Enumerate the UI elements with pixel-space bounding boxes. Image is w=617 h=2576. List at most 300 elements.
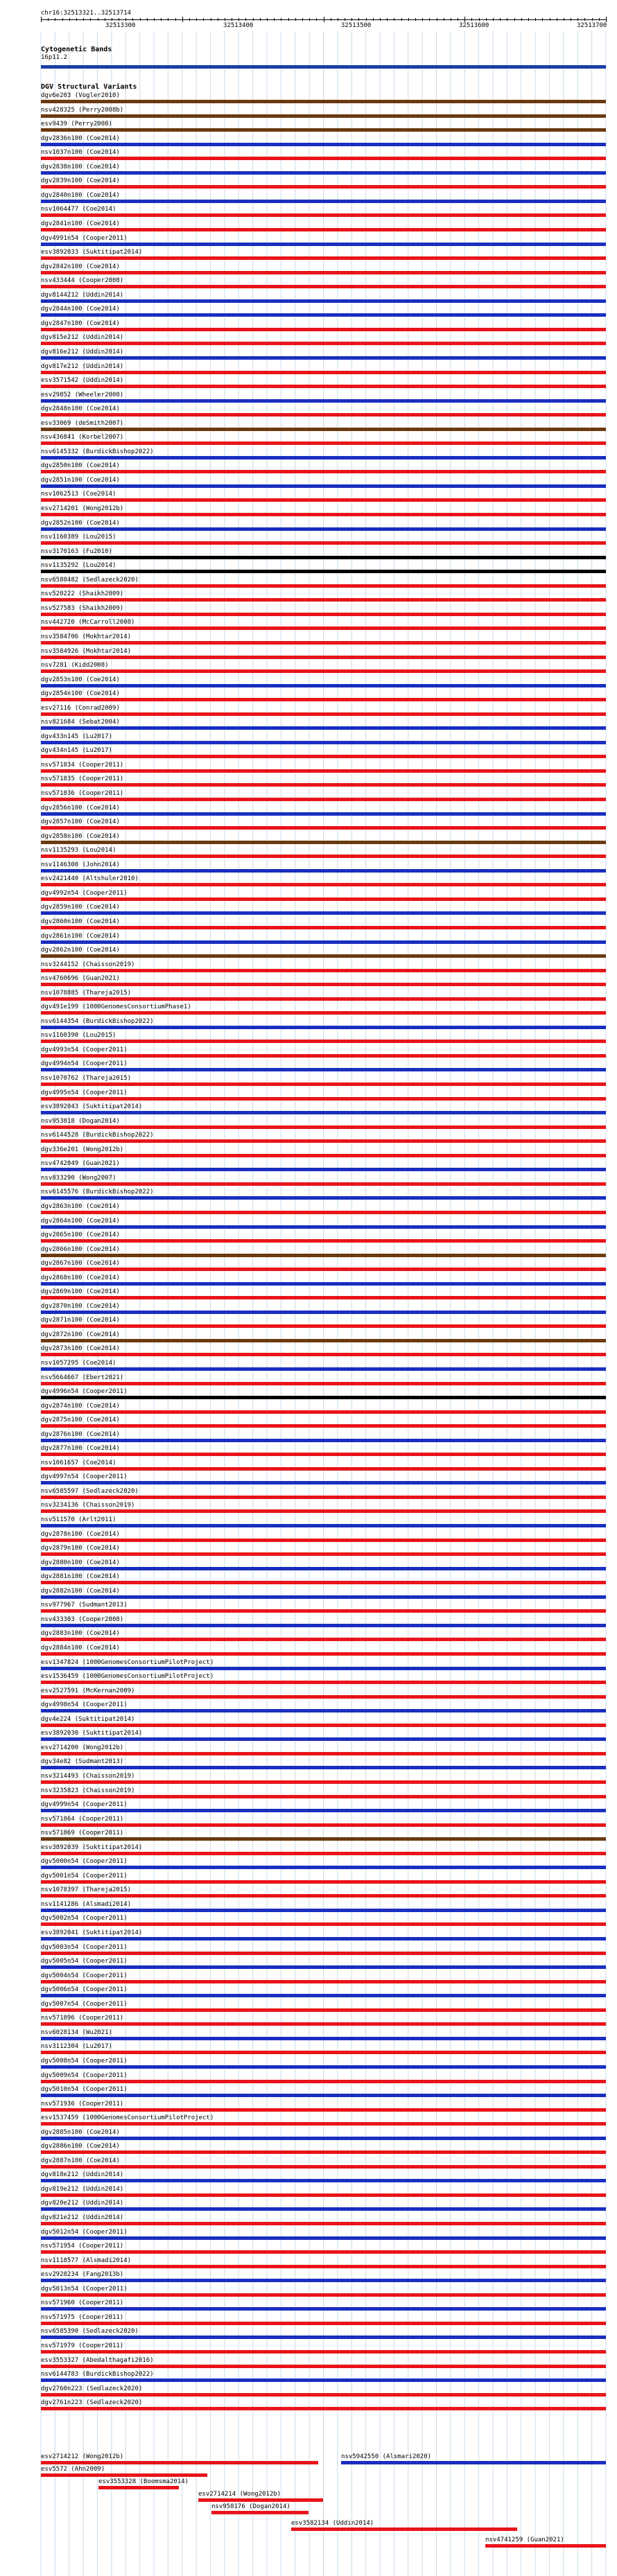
variant-label[interactable]: nsv6585597 (Sedlazeck2020)	[41, 1487, 139, 1495]
variant-label[interactable]: dgv2854n100 (Coe2014)	[41, 690, 120, 698]
variant-bar[interactable]	[41, 997, 606, 1001]
variant-bar[interactable]	[41, 570, 606, 573]
variant-bar[interactable]	[41, 2307, 606, 2311]
variant-label[interactable]: nsv1070762 (Thareja2015)	[41, 1075, 132, 1082]
variant-bar[interactable]	[41, 1567, 606, 1570]
variant-label[interactable]: dgv4995n54 (Cooper2011)	[41, 1089, 128, 1096]
variant-label[interactable]: nsv6585390 (Sedlazeck2020)	[41, 2328, 139, 2336]
variant-bar[interactable]	[41, 1837, 606, 1841]
variant-label[interactable]: dgv2844n100 (Coe2014)	[41, 306, 120, 313]
variant-label[interactable]: dgv2868n100 (Coe2014)	[41, 1274, 120, 1281]
variant-label[interactable]: nsv571864 (Cooper2011)	[41, 1815, 124, 1823]
variant-bar[interactable]	[41, 1083, 606, 1086]
variant-bar[interactable]	[41, 228, 606, 231]
variant-bar[interactable]	[41, 1239, 606, 1243]
variant-label[interactable]: dgv2862n100 (Coe2014)	[41, 947, 120, 954]
variant-bar[interactable]	[41, 513, 606, 516]
variant-bar[interactable]	[41, 2165, 606, 2168]
variant-bar[interactable]	[41, 1467, 606, 1471]
variant-bar[interactable]	[41, 741, 606, 744]
variant-bar[interactable]	[41, 940, 606, 944]
variant-bar[interactable]	[41, 1054, 606, 1058]
variant-bar[interactable]	[41, 1410, 606, 1414]
variant-label[interactable]: dgv2874n100 (Coe2014)	[41, 1402, 120, 1410]
variant-label[interactable]: dgv2841n100 (Coe2014)	[41, 220, 120, 227]
variant-label[interactable]: dgv2860n100 (Coe2014)	[41, 918, 120, 925]
variant-label[interactable]: esv9439 (Perry2008)	[41, 121, 112, 128]
variant-bar[interactable]	[41, 1339, 606, 1342]
variant-bar[interactable]	[41, 584, 606, 588]
variant-label[interactable]: dgv433n145 (Lu2017)	[41, 733, 112, 740]
variant-bar[interactable]	[41, 1780, 606, 1784]
variant-bar[interactable]	[41, 1737, 606, 1741]
variant-bar[interactable]	[41, 1880, 606, 1884]
variant-label[interactable]: nsv442720 (McCarroll2008)	[41, 619, 135, 627]
variant-label[interactable]: dgv2856n100 (Coe2014)	[41, 804, 120, 812]
variant-bar[interactable]	[41, 1481, 606, 1484]
variant-label[interactable]: nsv1078885 (Thareja2015)	[41, 989, 132, 997]
variant-label[interactable]: nsv1160389 (Lou2015)	[41, 534, 116, 541]
variant-bar[interactable]	[41, 299, 606, 303]
variant-label[interactable]: esv2421440 (Altshuler2010)	[41, 875, 139, 883]
variant-bar[interactable]	[41, 1353, 606, 1356]
variant-bar[interactable]	[41, 855, 606, 858]
variant-label[interactable]: nsv3584926 (Mokhtar2014)	[41, 647, 132, 655]
variant-bar[interactable]	[41, 2378, 606, 2382]
variant-bar[interactable]	[41, 2279, 606, 2282]
variant-label[interactable]: nsv6145332 (BurdickBishop2022)	[41, 448, 154, 455]
variant-label[interactable]: nsv953818 (Dogan2014)	[41, 1117, 120, 1125]
variant-bar[interactable]	[485, 2544, 606, 2548]
variant-bar[interactable]	[41, 869, 606, 873]
variant-label[interactable]: dgv2879n100 (Coe2014)	[41, 1545, 120, 1552]
variant-bar[interactable]	[41, 1509, 606, 1513]
variant-bar[interactable]	[41, 1652, 606, 1656]
variant-label[interactable]: nsv3235823 (Chaisson2019)	[41, 1787, 135, 1794]
variant-label[interactable]: nsv433444 (Cooper2008)	[41, 277, 124, 285]
variant-bar[interactable]	[41, 1624, 606, 1627]
variant-bar[interactable]	[41, 441, 606, 445]
variant-bar[interactable]	[41, 1496, 606, 1499]
variant-label[interactable]: dgv2871n100 (Coe2014)	[41, 1317, 120, 1324]
variant-label[interactable]: esv3571542 (Uddin2014)	[41, 377, 124, 384]
variant-bar[interactable]	[41, 613, 606, 616]
variant-bar[interactable]	[41, 812, 606, 816]
variant-label[interactable]: dgv4998n54 (Cooper2011)	[41, 1701, 128, 1709]
variant-label[interactable]: nsv5664667 (Ebert2021)	[41, 1374, 124, 1381]
variant-bar[interactable]	[41, 2393, 606, 2397]
variant-label[interactable]: nsv833290 (Wong2007)	[41, 1174, 116, 1182]
variant-label[interactable]: nsv571979 (Cooper2011)	[41, 2342, 124, 2349]
variant-label[interactable]: dgv2865n100 (Coe2014)	[41, 1232, 120, 1238]
variant-label[interactable]: dgv5005n54 (Cooper2011)	[41, 1958, 128, 1965]
variant-bar[interactable]	[41, 328, 606, 331]
variant-bar[interactable]	[41, 2094, 606, 2097]
variant-label[interactable]: nsv958176 (Dogan2014)	[211, 2503, 290, 2510]
variant-bar[interactable]	[41, 2022, 606, 2026]
variant-label[interactable]: nsv977967 (Sudmant2013)	[41, 1602, 128, 1609]
variant-label[interactable]: esv3892043 (Suktitipat2014)	[41, 1103, 143, 1110]
variant-label[interactable]: dgv4994n54 (Cooper2011)	[41, 1060, 128, 1068]
variant-bar[interactable]	[41, 954, 606, 958]
variant-label[interactable]: dgv815e212 (Uddin2014)	[41, 334, 124, 342]
variant-bar[interactable]	[41, 243, 606, 246]
variant-bar[interactable]	[41, 712, 606, 716]
variant-label[interactable]: dgv5010n54 (Cooper2011)	[41, 2086, 128, 2093]
variant-bar[interactable]	[41, 1196, 606, 1200]
variant-label[interactable]: dgv2836n100 (Coe2014)	[41, 134, 120, 142]
variant-label[interactable]: dgv2878n100 (Coe2014)	[41, 1530, 120, 1538]
variant-label[interactable]: dgv4991n54 (Cooper2011)	[41, 234, 128, 242]
variant-bar[interactable]	[41, 484, 606, 488]
variant-bar[interactable]	[41, 1766, 606, 1769]
variant-label[interactable]: dgv2872n100 (Coe2014)	[41, 1331, 120, 1338]
variant-label[interactable]: nsv6144783 (BurdickBishop2022)	[41, 2371, 154, 2378]
variant-bar[interactable]	[41, 1139, 606, 1143]
variant-bar[interactable]	[41, 598, 606, 602]
variant-bar[interactable]	[41, 114, 606, 118]
variant-label[interactable]: nsv1135292 (Lou2014)	[41, 562, 116, 570]
variant-label[interactable]: dgv2875n100 (Coe2014)	[41, 1417, 120, 1424]
variant-bar[interactable]	[41, 2250, 606, 2254]
variant-label[interactable]: dgv4993n54 (Cooper2011)	[41, 1046, 128, 1053]
variant-label[interactable]: nsv571975 (Cooper2011)	[41, 2313, 124, 2321]
variant-label[interactable]: dgv2873n100 (Coe2014)	[41, 1345, 120, 1353]
variant-label[interactable]: dgv5007n54 (Cooper2011)	[41, 2000, 128, 2008]
variant-label[interactable]: nsv3234136 (Chaisson2019)	[41, 1502, 135, 1509]
variant-label[interactable]: nsv1057295 (Coe2014)	[41, 1360, 116, 1367]
variant-bar[interactable]	[41, 1823, 606, 1827]
variant-bar[interactable]	[41, 1595, 606, 1599]
variant-bar[interactable]	[41, 271, 606, 274]
variant-label[interactable]: esv29852 (Wheeler2008)	[41, 391, 124, 398]
variant-label[interactable]: nsv1141286 (Alsmadi2014)	[41, 1900, 132, 1908]
variant-label[interactable]: nsv571960 (Cooper2011)	[41, 2299, 124, 2307]
variant-label[interactable]: esv1537459 (1000GenomesConsortiumPilotProject)	[41, 2114, 214, 2122]
variant-bar[interactable]	[41, 1097, 606, 1101]
variant-label[interactable]: dgv2877n100 (Coe2014)	[41, 1445, 120, 1453]
variant-bar[interactable]	[41, 1852, 606, 1855]
variant-bar[interactable]	[41, 541, 606, 545]
variant-bar[interactable]	[41, 428, 606, 431]
variant-label[interactable]: dgv5008n54 (Cooper2011)	[41, 2057, 128, 2065]
variant-bar[interactable]	[41, 470, 606, 473]
variant-label[interactable]: dgv2858n100 (Coe2014)	[41, 832, 120, 840]
variant-bar[interactable]	[41, 1980, 606, 1983]
variant-bar[interactable]	[41, 1439, 606, 1442]
variant-bar[interactable]	[41, 1211, 606, 1214]
variant-label[interactable]: esv33069 (deSmith2007)	[41, 419, 124, 427]
variant-bar[interactable]	[41, 2108, 606, 2112]
variant-label[interactable]: dgv2867n100 (Coe2014)	[41, 1260, 120, 1268]
variant-bar[interactable]	[41, 2322, 606, 2325]
variant-bar[interactable]	[41, 171, 606, 175]
variant-label[interactable]: dgv5001n54 (Cooper2011)	[41, 1872, 128, 1880]
variant-bar[interactable]	[41, 1681, 606, 1684]
variant-label[interactable]: dgv4996n54 (Cooper2011)	[41, 1388, 128, 1395]
variant-label[interactable]: dgv4999n54 (Cooper2011)	[41, 1801, 128, 1808]
variant-bar[interactable]	[41, 1524, 606, 1527]
variant-bar[interactable]	[41, 200, 606, 203]
variant-bar[interactable]	[41, 1182, 606, 1186]
variant-bar[interactable]	[41, 926, 606, 929]
variant-label[interactable]: esv1347824 (1000GenomesConsortiumPilotProject)	[41, 1658, 214, 1666]
variant-label[interactable]: dgv2870n100 (Coe2014)	[41, 1302, 120, 1310]
variant-label[interactable]: dgv4e224 (Suktitipat2014)	[41, 1715, 135, 1723]
variant-bar[interactable]	[41, 2150, 606, 2154]
variant-bar[interactable]	[41, 897, 606, 901]
variant-bar[interactable]	[41, 413, 606, 417]
variant-bar[interactable]	[41, 1667, 606, 1670]
variant-label[interactable]: dgv821e212 (Uddin2014)	[41, 2214, 124, 2221]
variant-label[interactable]: dgv2885n100 (Coe2014)	[41, 2128, 120, 2136]
variant-label[interactable]: dgv434n145 (Lu2017)	[41, 747, 112, 755]
variant-label[interactable]: nsv571936 (Cooper2011)	[41, 2100, 124, 2108]
variant-label[interactable]: nsv571834 (Cooper2011)	[41, 761, 124, 769]
variant-bar[interactable]	[41, 2080, 606, 2083]
variant-label[interactable]: nsv3170163 (Fu2010)	[41, 547, 112, 555]
variant-bar[interactable]	[41, 684, 606, 687]
variant-label[interactable]: esv2714214 (Wong2012b)	[198, 2491, 281, 2498]
variant-label[interactable]: nsv6028134 (Wu2021)	[41, 2029, 112, 2036]
variant-bar[interactable]	[41, 1424, 606, 1428]
variant-label[interactable]: dgv5013n54 (Cooper2011)	[41, 2285, 128, 2293]
variant-label[interactable]: nsv1037n100 (Coe2014)	[41, 149, 120, 157]
variant-label[interactable]: dgv2884n100 (Coe2014)	[41, 1645, 120, 1651]
variant-bar[interactable]	[41, 2037, 606, 2040]
variant-label[interactable]: nsv436841 (Korbel2007)	[41, 434, 124, 441]
variant-bar[interactable]	[41, 698, 606, 701]
variant-label[interactable]: dgv816e212 (Uddin2014)	[41, 348, 124, 356]
variant-label[interactable]: esv3892030 (Suktitipat2014)	[41, 1730, 143, 1737]
variant-bar[interactable]	[41, 755, 606, 758]
variant-label[interactable]: dgv2761n223 (Sedlazeck2020)	[41, 2399, 143, 2407]
cytoband-label[interactable]: 16p11.2	[41, 54, 67, 61]
variant-label[interactable]: dgv2838n100 (Coe2014)	[41, 163, 120, 170]
variant-label[interactable]: nsv1160390 (Lou2015)	[41, 1032, 116, 1040]
variant-bar[interactable]	[41, 2051, 606, 2054]
variant-label[interactable]: nsv6144528 (BurdickBishop2022)	[41, 1132, 154, 1139]
variant-label[interactable]: dgv8144212 (Uddin2014)	[41, 291, 124, 299]
variant-bar[interactable]	[41, 1581, 606, 1584]
variant-label[interactable]: dgv2876n100 (Coe2014)	[41, 1430, 120, 1438]
variant-label[interactable]: dgv2863n100 (Coe2014)	[41, 1202, 120, 1210]
variant-bar[interactable]	[41, 1225, 606, 1229]
variant-bar[interactable]	[41, 656, 606, 659]
variant-label[interactable]: nsv3584706 (Mokhtar2014)	[41, 633, 132, 640]
variant-label[interactable]: nsv1135293 (Lou2014)	[41, 847, 116, 855]
variant-label[interactable]: nsv4741259 (Guan2021)	[485, 2536, 564, 2543]
variant-label[interactable]: esv3553328 (Boomsma2014)	[98, 2478, 189, 2485]
variant-bar[interactable]	[41, 2473, 207, 2477]
variant-label[interactable]: esv3892033 (Suktitipat2014)	[41, 249, 143, 256]
variant-bar[interactable]	[41, 143, 606, 146]
variant-bar[interactable]	[41, 556, 606, 559]
variant-bar[interactable]	[41, 2122, 606, 2126]
variant-bar[interactable]	[41, 2365, 606, 2368]
variant-bar[interactable]	[41, 883, 606, 886]
variant-bar[interactable]	[41, 1724, 606, 1727]
variant-bar[interactable]	[41, 128, 606, 132]
variant-bar[interactable]	[41, 2461, 318, 2464]
variant-label[interactable]: dgv2882n100 (Coe2014)	[41, 1587, 120, 1595]
variant-label[interactable]: dgv4992n54 (Cooper2011)	[41, 889, 128, 897]
variant-bar[interactable]	[41, 185, 606, 189]
variant-bar[interactable]	[211, 2511, 308, 2514]
variant-bar[interactable]	[41, 841, 606, 844]
variant-label[interactable]: nsv6145576 (BurdickBishop2022)	[41, 1189, 154, 1196]
variant-label[interactable]: dgv5003n54 (Cooper2011)	[41, 1943, 128, 1951]
variant-bar[interactable]	[41, 2179, 606, 2182]
variant-label[interactable]: nsv4760696 (Guan2021)	[41, 975, 120, 983]
variant-bar[interactable]	[41, 1396, 606, 1399]
variant-bar[interactable]	[41, 826, 606, 830]
variant-label[interactable]: nsv511570 (Arlt2011)	[41, 1516, 116, 1523]
variant-bar[interactable]	[41, 1609, 606, 1613]
variant-bar[interactable]	[41, 371, 606, 374]
variant-bar[interactable]	[41, 1994, 606, 1997]
variant-label[interactable]: nsv3214493 (Chaisson2019)	[41, 1772, 135, 1780]
variant-label[interactable]: esv2928234 (Fang2013b)	[41, 2271, 124, 2279]
variant-bar[interactable]	[41, 385, 606, 388]
variant-bar[interactable]	[41, 969, 606, 972]
variant-bar[interactable]	[41, 1894, 606, 1898]
variant-bar[interactable]	[41, 213, 606, 217]
variant-label[interactable]: dgv2840n100 (Coe2014)	[41, 191, 120, 199]
cytoband-bar[interactable]	[41, 65, 606, 69]
variant-label[interactable]: nsv571836 (Cooper2011)	[41, 790, 124, 797]
variant-label[interactable]: nsv571896 (Cooper2011)	[41, 2015, 124, 2022]
variant-bar[interactable]	[41, 313, 606, 317]
variant-label[interactable]: nsv1118577 (Alsmadi2014)	[41, 2257, 132, 2264]
variant-bar[interactable]	[41, 100, 606, 103]
variant-bar[interactable]	[41, 1296, 606, 1299]
variant-bar[interactable]	[41, 1752, 606, 1755]
variant-bar[interactable]	[41, 527, 606, 531]
variant-label[interactable]: dgv34e82 (Sudmant2013)	[41, 1758, 124, 1766]
variant-bar[interactable]	[41, 1952, 606, 1955]
variant-bar[interactable]	[291, 2527, 517, 2531]
variant-label[interactable]: dgv336e201 (Wong2012b)	[41, 1146, 124, 1153]
variant-bar[interactable]	[41, 1068, 606, 1071]
variant-bar[interactable]	[341, 2461, 606, 2464]
variant-label[interactable]: dgv2842n100 (Coe2014)	[41, 263, 120, 270]
variant-label[interactable]: nsv1061657 (Coe2014)	[41, 1459, 116, 1466]
variant-label[interactable]: nsv3244152 (Chaisson2019)	[41, 961, 135, 968]
variant-bar[interactable]	[41, 157, 606, 160]
variant-bar[interactable]	[41, 2193, 606, 2197]
variant-label[interactable]: esv3892041 (Suktitipat2014)	[41, 1929, 143, 1936]
variant-bar[interactable]	[41, 2350, 606, 2354]
variant-bar[interactable]	[41, 798, 606, 801]
variant-label[interactable]: dgv2883n100 (Coe2014)	[41, 1630, 120, 1638]
variant-label[interactable]: nsv433303 (Cooper2008)	[41, 1615, 124, 1623]
variant-bar[interactable]	[41, 1268, 606, 1271]
variant-bar[interactable]	[41, 498, 606, 502]
variant-bar[interactable]	[41, 285, 606, 288]
variant-label[interactable]: dgv5009n54 (Cooper2011)	[41, 2071, 128, 2079]
variant-label[interactable]: dgv5006n54 (Cooper2011)	[41, 1986, 128, 1994]
variant-label[interactable]: dgv2887n100 (Coe2014)	[41, 2157, 120, 2164]
variant-bar[interactable]	[41, 1154, 606, 1157]
variant-bar[interactable]	[41, 2336, 606, 2339]
variant-bar[interactable]	[198, 2498, 323, 2502]
variant-bar[interactable]	[41, 1795, 606, 1798]
variant-bar[interactable]	[41, 356, 606, 360]
variant-label[interactable]: dgv818e212 (Uddin2014)	[41, 2171, 124, 2179]
variant-label[interactable]: dgv2848n100 (Coe2014)	[41, 405, 120, 413]
variant-label[interactable]: dgv2880n100 (Coe2014)	[41, 1559, 120, 1566]
variant-label[interactable]: esv5572 (Ahn2009)	[41, 2466, 105, 2473]
variant-label[interactable]: esv3892039 (Suktitipat2014)	[41, 1843, 143, 1851]
variant-bar[interactable]	[41, 1026, 606, 1029]
variant-bar[interactable]	[41, 1168, 606, 1171]
variant-label[interactable]: dgv2866n100 (Coe2014)	[41, 1245, 120, 1253]
variant-label[interactable]: nsv6588482 (Sedlazeck2020)	[41, 576, 139, 584]
variant-bar[interactable]	[41, 399, 606, 403]
variant-bar[interactable]	[41, 2265, 606, 2268]
variant-bar[interactable]	[41, 2137, 606, 2140]
variant-bar[interactable]	[41, 1282, 606, 1286]
variant-bar[interactable]	[41, 1311, 606, 1314]
variant-bar[interactable]	[41, 1539, 606, 1542]
variant-bar[interactable]	[41, 641, 606, 645]
variant-bar[interactable]	[41, 1937, 606, 1940]
variant-label[interactable]: esv2527591 (McKernan2009)	[41, 1687, 135, 1694]
variant-label[interactable]: nsv6144354 (BurdickBishop2022)	[41, 1017, 154, 1025]
variant-label[interactable]: dgv819e212 (Uddin2014)	[41, 2185, 124, 2193]
variant-bar[interactable]	[41, 342, 606, 345]
variant-label[interactable]: nsv1064477 (Coe2014)	[41, 206, 116, 213]
variant-bar[interactable]	[41, 769, 606, 773]
variant-bar[interactable]	[41, 2008, 606, 2012]
variant-label[interactable]: dgv4997n54 (Cooper2011)	[41, 1473, 128, 1481]
variant-bar[interactable]	[41, 256, 606, 260]
variant-label[interactable]: dgv2864n100 (Coe2014)	[41, 1217, 120, 1225]
variant-label[interactable]: nsv571835 (Cooper2011)	[41, 776, 124, 783]
variant-label[interactable]: dgv820e212 (Uddin2014)	[41, 2200, 124, 2207]
variant-bar[interactable]	[41, 1709, 606, 1712]
variant-label[interactable]: dgv5000n54 (Cooper2011)	[41, 1858, 128, 1866]
variant-label[interactable]: esv2714201 (Wong2012b)	[41, 505, 124, 512]
variant-label[interactable]: dgv2760n223 (Sedlazeck2020)	[41, 2385, 143, 2392]
variant-label[interactable]: dgv2839n100 (Coe2014)	[41, 177, 120, 185]
variant-bar[interactable]	[41, 1866, 606, 1869]
variant-label[interactable]: dgv2869n100 (Coe2014)	[41, 1288, 120, 1296]
variant-label[interactable]: nsv1078397 (Thareja2015)	[41, 1886, 132, 1894]
variant-label[interactable]: dgv2850n100 (Coe2014)	[41, 462, 120, 470]
variant-label[interactable]: dgv2861n100 (Coe2014)	[41, 932, 120, 940]
variant-label[interactable]: dgv2853n100 (Coe2014)	[41, 676, 120, 683]
variant-label[interactable]: dgv2852n100 (Coe2014)	[41, 519, 120, 527]
variant-label[interactable]: nsv571869 (Cooper2011)	[41, 1830, 124, 1837]
variant-bar[interactable]	[41, 1254, 606, 1257]
variant-bar[interactable]	[41, 1111, 606, 1114]
variant-bar[interactable]	[41, 1695, 606, 1699]
variant-bar[interactable]	[41, 669, 606, 673]
variant-bar[interactable]	[41, 2236, 606, 2240]
variant-bar[interactable]	[41, 627, 606, 630]
variant-bar[interactable]	[41, 2065, 606, 2069]
variant-label[interactable]: nsv3112304 (Lu2017)	[41, 2043, 112, 2051]
variant-label[interactable]: nsv571954 (Cooper2011)	[41, 2243, 124, 2250]
variant-label[interactable]: esv1536459 (1000GenomesConsortiumPilotProject)	[41, 1673, 214, 1681]
variant-label[interactable]: dgv6e203 (Vogler2010)	[41, 92, 120, 99]
variant-bar[interactable]	[41, 456, 606, 459]
variant-bar[interactable]	[41, 1382, 606, 1385]
variant-label[interactable]: esv27116 (Conrad2009)	[41, 704, 120, 712]
variant-label[interactable]: esv3553327 (Abedalthagafi2016)	[41, 2356, 154, 2364]
